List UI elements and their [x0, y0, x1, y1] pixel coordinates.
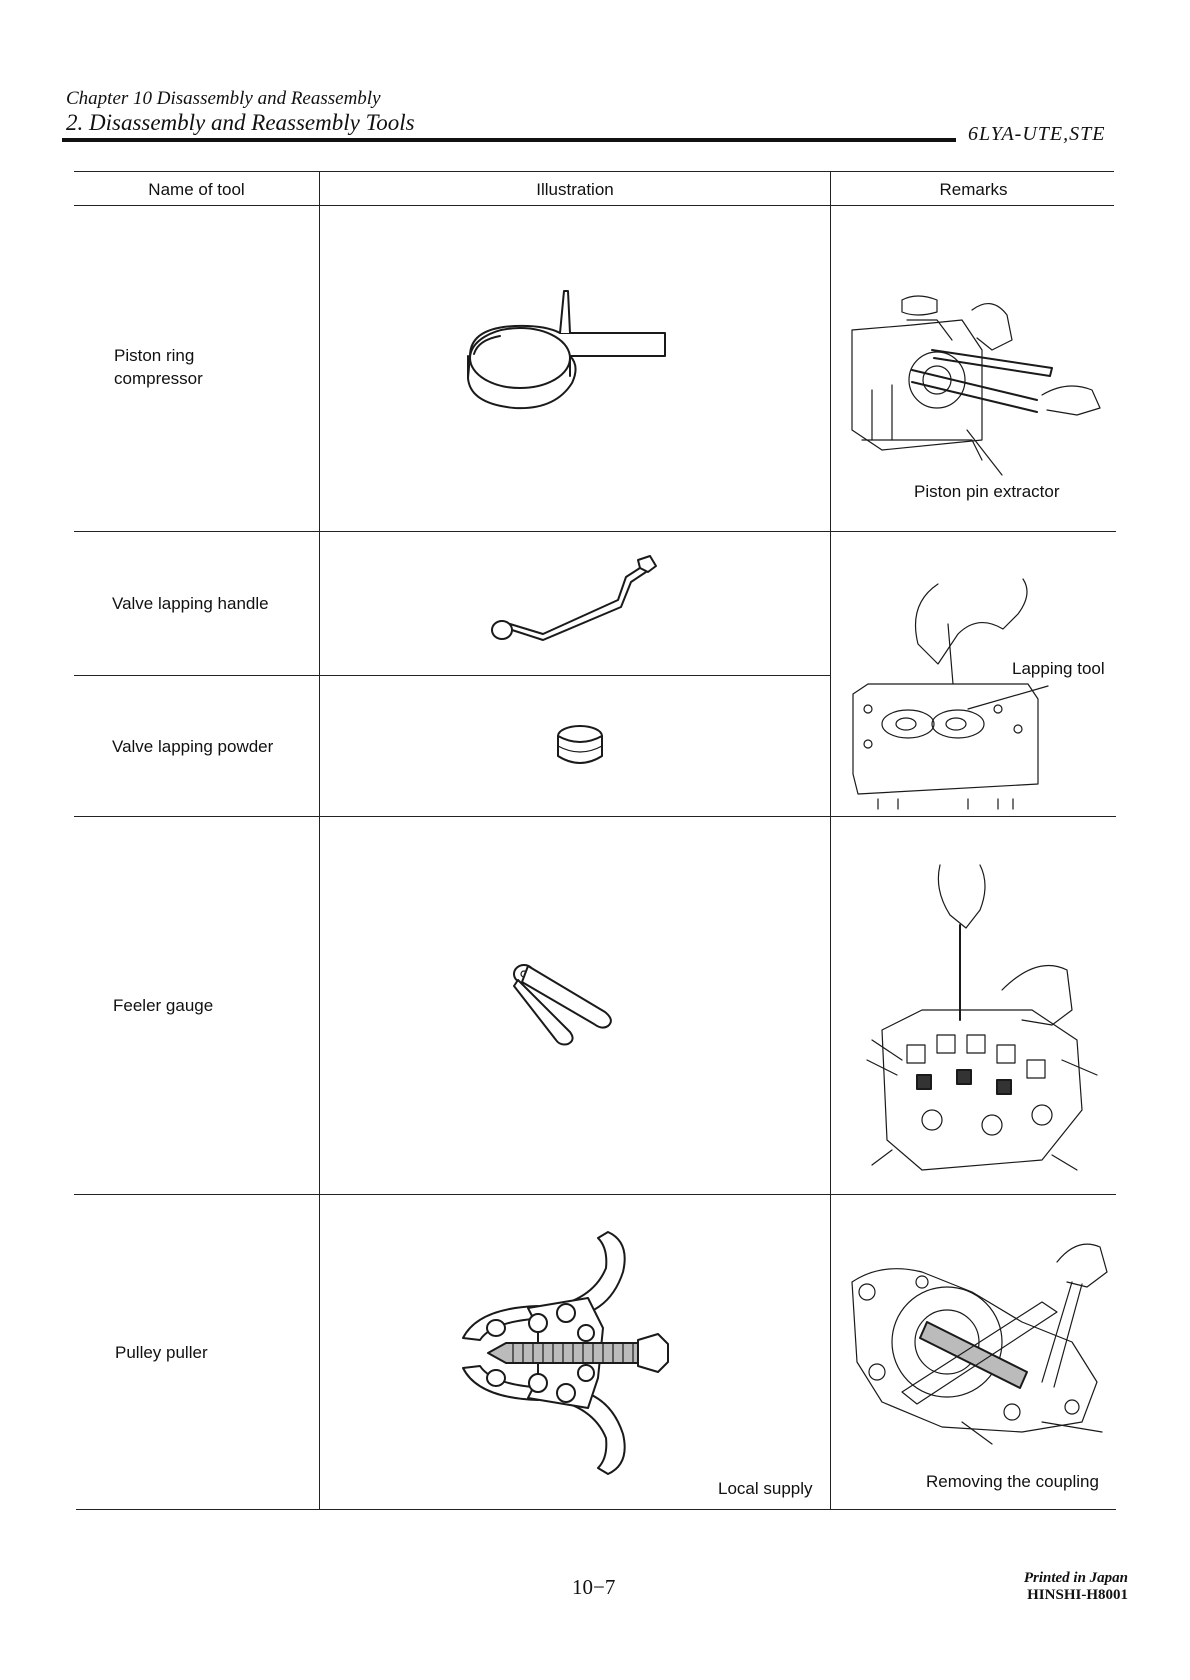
feeler-gauge-drawing [510, 960, 620, 1050]
tool-name-feeler-gauge: Feeler gauge [113, 996, 214, 1015]
row-divider-1 [74, 531, 1116, 532]
remark-caption-lapping-tool: Lapping tool [1012, 659, 1105, 678]
printed-in-japan: Printed in Japan [1023, 1570, 1128, 1586]
col-divider-2 [830, 171, 831, 1509]
table-head-rule [74, 205, 1114, 206]
row-divider-3 [74, 816, 1116, 817]
remark-caption-piston-pin-extractor: Piston pin extractor [914, 482, 1060, 501]
section-title: 2. Disassembly and Reassembly Tools [66, 110, 415, 135]
illustration-note-local-supply: Local supply [718, 1479, 813, 1498]
row-divider-4 [74, 1194, 1116, 1195]
col-divider-1 [319, 171, 320, 1509]
page-number: 10−7 [572, 1575, 616, 1599]
valve-lapping-handle-drawing [488, 552, 668, 647]
table-top-rule [74, 171, 1114, 172]
model-label: 6LYA-UTE,STE [968, 123, 1106, 145]
lapping-tool-photo [848, 574, 1048, 809]
header-rule [62, 138, 956, 142]
col-head-name: Name of tool [148, 180, 245, 199]
chapter-title: Chapter 10 Disassembly and Reassembly [66, 88, 381, 109]
col-head-illustration: Illustration [536, 180, 614, 199]
table-bottom-rule [76, 1509, 1116, 1510]
col-head-remarks: Remarks [939, 180, 1008, 199]
removing-coupling-photo [842, 1232, 1112, 1447]
tool-name-pulley-puller: Pulley puller [115, 1343, 208, 1362]
tool-name-line-1: Piston ring [114, 346, 195, 365]
pulley-puller-drawing [458, 1228, 698, 1478]
piston-ring-compressor-drawing [460, 288, 680, 433]
tool-name-valve-lapping-powder: Valve lapping powder [112, 737, 274, 756]
piston-pin-extractor-photo [842, 290, 1112, 475]
feeler-gauge-photo [862, 860, 1102, 1185]
tool-name-valve-lapping-handle: Valve lapping handle [112, 594, 269, 613]
remark-caption-removing-coupling: Removing the coupling [926, 1472, 1099, 1491]
valve-lapping-powder-drawing [550, 722, 610, 774]
row-divider-2 [74, 675, 830, 676]
document-code: HINSHI-H8001 [1027, 1587, 1128, 1603]
tool-name-line-2: compressor [114, 369, 203, 388]
tool-name-piston-ring-compressor [114, 344, 203, 390]
